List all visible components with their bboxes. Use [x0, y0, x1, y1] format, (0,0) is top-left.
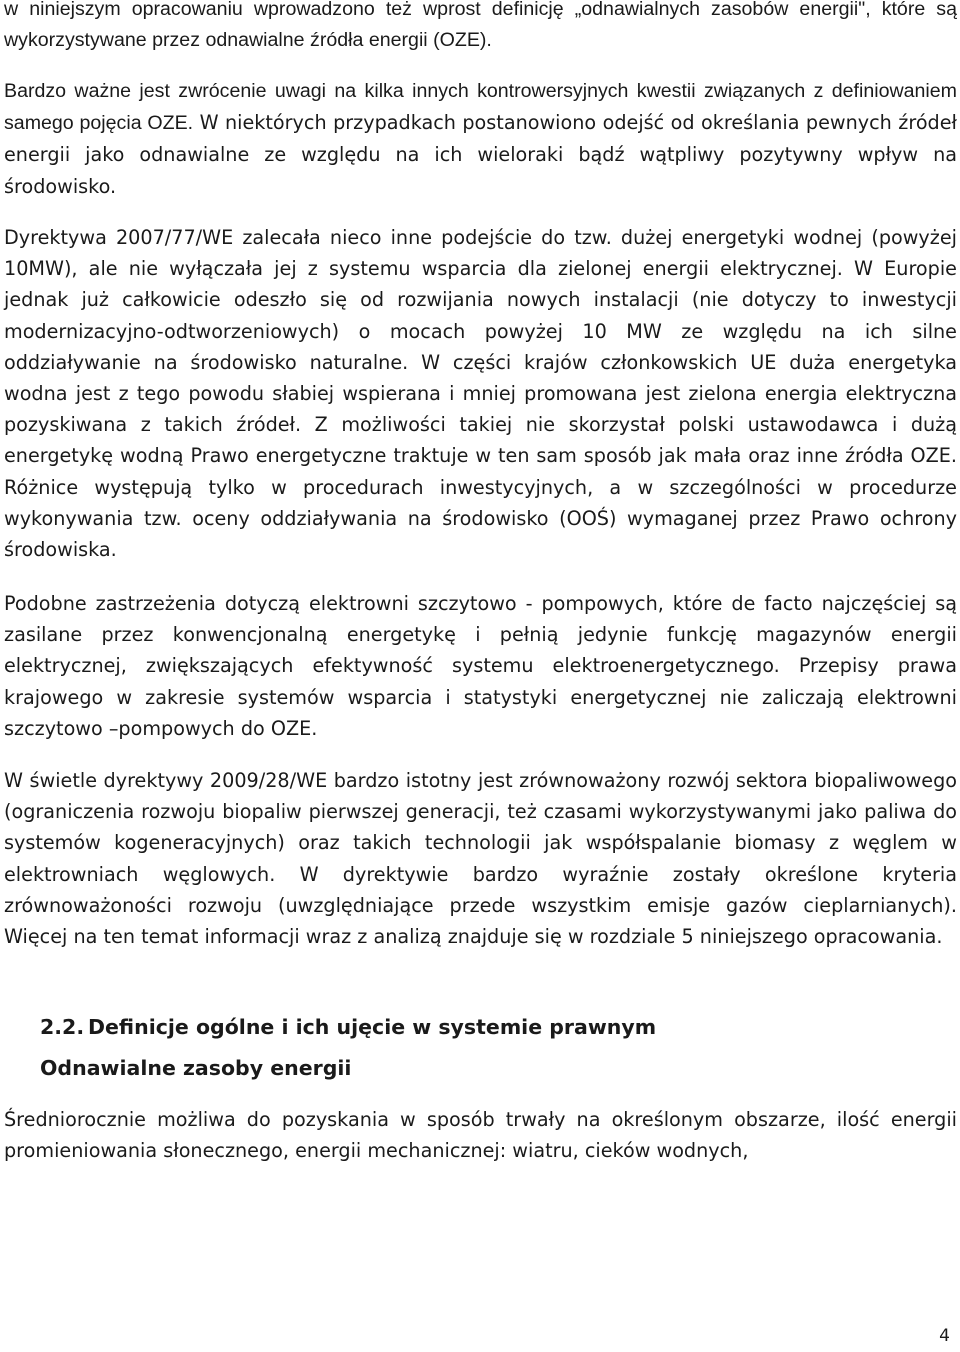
paragraph-biofuels: W świetle dyrektywy 2009/28/WE bardzo istotny jest zrównoważony rozwój sektora biopaliwowego (ograniczenia rozwoju biopaliw pierwszej generacji, też czasami wykorzystywanymi jako paliwa do systemów kogeneracyjnych) oraz takich technologii jak współspalanie biomasy z węglem w elektrowniach węglowych. W dyrektywie bardzo wyraźnie zostały określone kryteria zrównoważoności rozwoju (uwzględniające przede wszystkim emisje gazów cieplarnianych). Więcej na ten temat informacji wraz z analizą znajduje się w rozdziale 5 niniejszego opracowania. [4, 769, 957, 949]
paragraph-pumped-storage: Podobne zastrzeżenia dotyczą elektrowni szczytowo - pompowych, które de facto najczęściej są zasilane przez konwencjonalną energetykę i pełnią jedynie funkcję magazynów energii elektrycznej, zwiększających efektywność systemu elektroenergetycznego. Przepisy prawa krajowego w zakresie systemów wsparcia i statystyki energetycznej nie zaliczają elektrowni szczytowo –pompowych do OZE. [4, 592, 957, 740]
paragraph-hydro-energy: Dyrektywa 2007/77/WE zalecała nieco inne podejście do tzw. dużej energetyki wodnej (powyżej 10MW), ale nie wyłączała jej z systemu wsparcia dla zielonej energii elektrycznej. W Europie jednak już całkowicie odeszło się od rozwijania nowych instalacji (nie dotyczy to inwestycji modernizacyjno-odtworzeniowych) o mocach powyżej 10 MW ze względu na ich silne oddziaływanie na środowisko naturalne. W części krajów członkowskich UE duża energetyka wodna jest z tego powodu słabiej wspierana i mniej promowana jest zielona energia elektryczna pozyskiwana z takich źródeł. Z możliwości takiej nie skorzystał polski ustawodawca i dużą energetykę wodną Prawo energetyczne traktuje w ten sam sposób jak mała oraz inne źródła OZE. Różnice występują tylko w procedurach inwestycyjnych, a w szczególności w procedurze wykonywania tzw. oceny oddziaływania na środowisko (OOŚ) wymaganej przez Prawo ochrony środowiska. [4, 226, 957, 562]
paragraph-renewable-resources-definition: Średniorocznie możliwa do pozyskania w sposób trwały na określonym obszarze, ilość energii promieniowania słonecznego, energii mechanicznej: wiatru, cieków wodnych, [4, 1108, 957, 1163]
section-number: 2.2. [40, 1015, 85, 1039]
paragraph-controversies [4, 75, 957, 202]
section-subheading: Odnawialne zasoby energii [40, 1056, 352, 1080]
section-title: Definicje ogólne i ich ujęcie w systemie prawnym [88, 1015, 657, 1039]
page-number: 4 [939, 1326, 950, 1346]
paragraph-controversies-body: W niektórych przypadkach postanowiono odejść od określania pewnych źródeł energii jako odnawialne ze względu na ich wieloraki bądź wątpliwy pozytywny wpływ na środowisko. [4, 111, 957, 198]
paragraph-ozé-definition: w niniejszym opracowaniu wprowadzono też wprost definicję „odnawialnych zasobów energii", które są wykorzystywane przez odnawialne źródła energii (OZE). [4, 0, 957, 52]
paragraph-controversies-intro: Bardzo ważne jest zwrócenie uwagi na kilka innych kontrowersyjnych kwestii związanych z definiowaniem samego pojęcia OZE. [4, 80, 957, 135]
section-heading [40, 1012, 656, 1042]
